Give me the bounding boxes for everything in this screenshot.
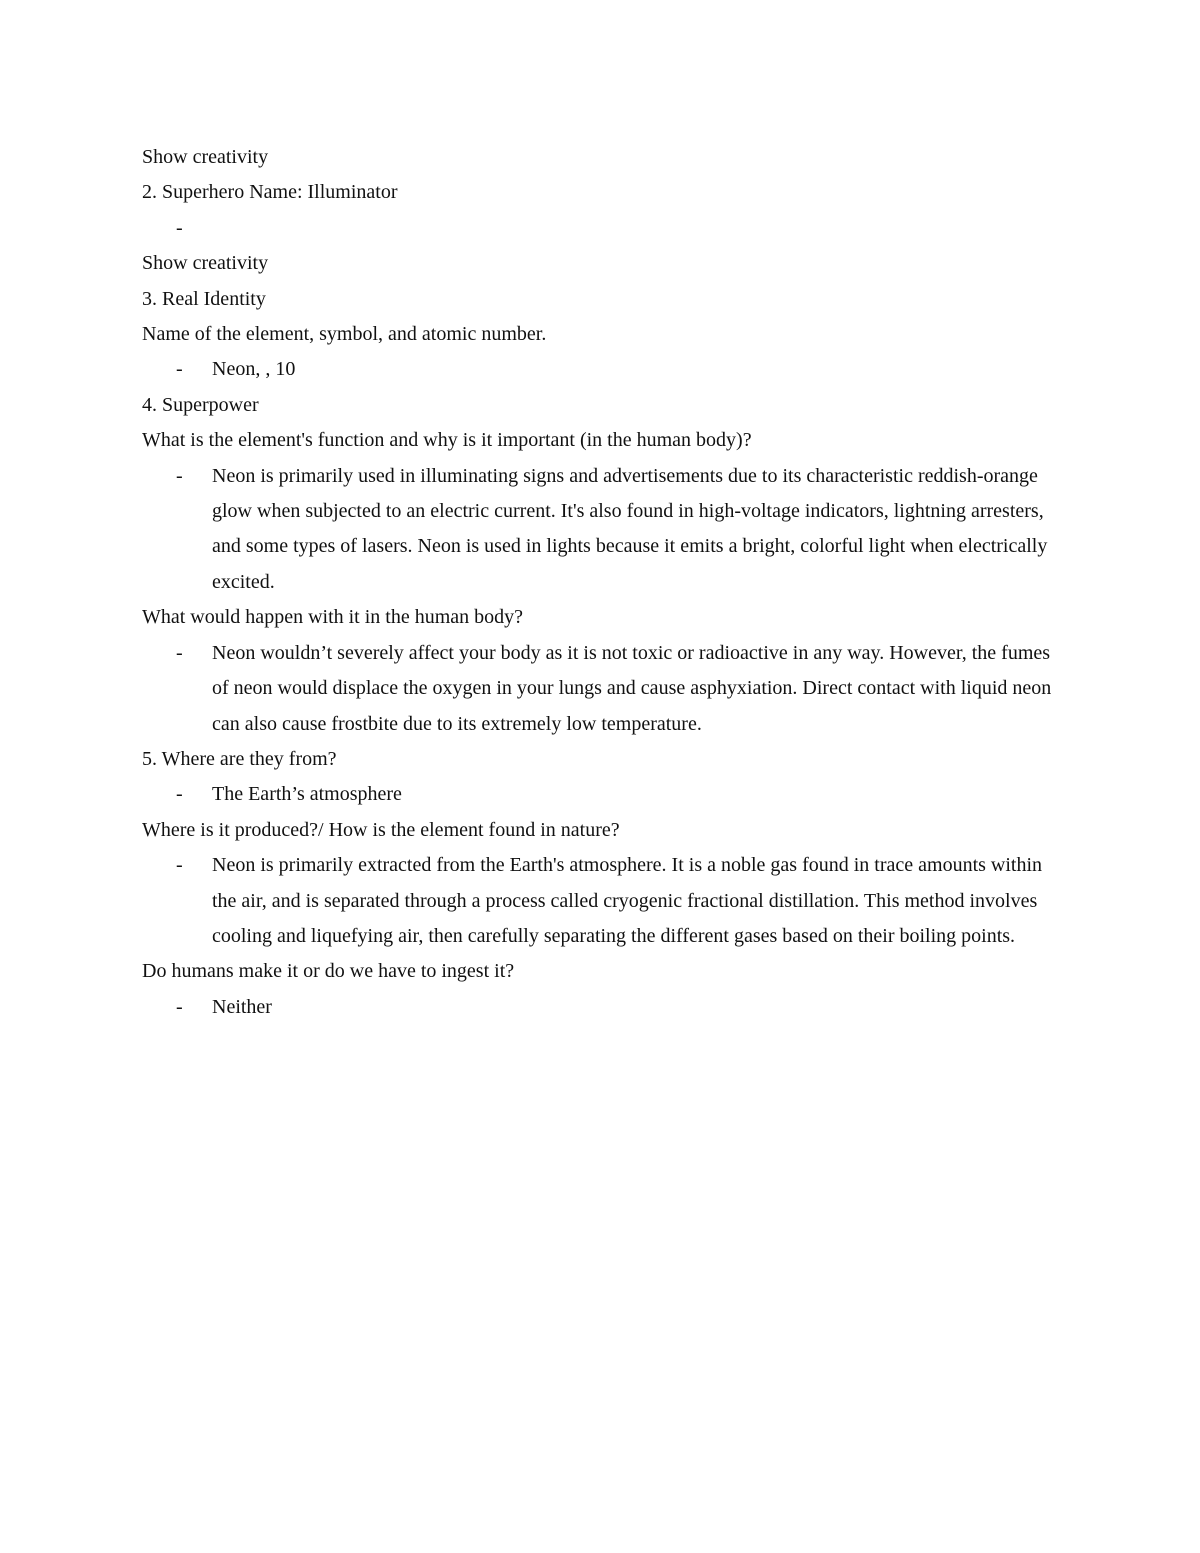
question-element-name: Name of the element, symbol, and atomic number. [142, 323, 547, 346]
list-item-text: Neither [212, 995, 272, 1018]
heading-superpower: 4. Superpower [142, 393, 259, 416]
bullet-dash: - [176, 783, 183, 806]
bullet-dash: - [176, 358, 183, 381]
list-item-text: Neon wouldn’t severely affect your body as it is not toxic or radioactive in any way. However, the fumes of neon would displace the oxygen in your lungs and cause asphyxiation. Direct contact with liquid neon can also cause frostbite due to its extremely low temperature. [212, 641, 1052, 735]
list-item-text: Neon is primarily extracted from the Earth's atmosphere. It is a noble gas found in trace amounts within the air, and is separated through a process called cryogenic fractional distillation. This method involves cooling and liquefying air, then carefully separating the different gases based on their boiling points. [212, 854, 1043, 947]
list-item-text [212, 211, 1062, 246]
list-item-empty [142, 211, 1082, 246]
heading-superhero-name: 2. Superhero Name: Illuminator [142, 181, 398, 204]
list-item-human-body-answer [142, 636, 1082, 742]
bullet-dash: - [176, 641, 183, 664]
prompt-show-creativity-1: Show creativity [142, 146, 269, 168]
list-item-origin-answer [142, 777, 1082, 812]
list-item-ingest-answer [142, 990, 1082, 1025]
question-element-function: What is the element's function and why is it important (in the human body)? [142, 429, 752, 452]
list-item-text: The Earth’s atmosphere [212, 783, 402, 806]
question-human-body: What would happen with it in the human body? [142, 606, 524, 629]
list-item-text: Neon, , 10 [212, 358, 296, 381]
list-item-text: Neon is primarily used in illuminating signs and advertisements due to its characteristic reddish-orange glow when subjected to an electric current. It's also found in high-voltage indicators, lightning arresters, and some types of lasers. Neon is used in lights because it emits a bright, colorful light when electrically excited. [212, 464, 1048, 593]
bullet-dash: - [176, 464, 183, 487]
question-ingest: Do humans make it or do we have to ingest it? [142, 960, 515, 983]
prompt-show-creativity-2: Show creativity [142, 252, 269, 275]
bullet-dash: - [176, 995, 183, 1018]
heading-origin: 5. Where are they from? [142, 747, 337, 770]
question-produced: Where is it produced?/ How is the element found in nature? [142, 818, 620, 841]
list-item-function-answer [142, 459, 1082, 601]
bullet-dash: - [176, 216, 183, 239]
list-item-element-identity [142, 352, 1082, 387]
document-body [142, 140, 1082, 1025]
heading-real-identity: 3. Real Identity [142, 287, 266, 310]
list-item-produced-answer [142, 848, 1082, 954]
bullet-dash: - [176, 854, 183, 877]
